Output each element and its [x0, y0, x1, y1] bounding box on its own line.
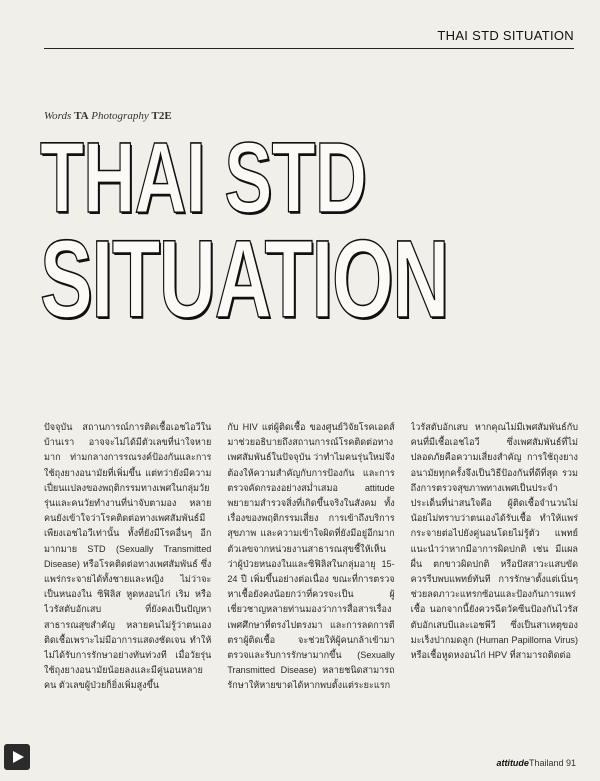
footer-brand: attitude	[496, 758, 529, 768]
headline-line-2: SITUATION	[40, 218, 448, 341]
body-column-3	[411, 420, 578, 738]
footer-region: Thailand	[528, 758, 564, 768]
article-credits	[44, 110, 172, 122]
photo-label: Photography	[91, 110, 149, 122]
article-body	[44, 420, 578, 738]
body-text-3: ไวรัสตับอักเสบ หากคุณไม่มีเพศสัมพันธ์กับคนที่มีเชื้อเอชไอวี ซึ่งเพศสัมพันธ์ที่ไม่ปลอดภัยคือความเสี่ยงสำคัญ การใช้ถุงยางอนามัยทุกครั้งจึงเป็นวิธีป้องกันที่ดีที่สุด รวมถึงการตรวจสุขภาพทางเพศเป็นประจำ ประเด็นที่น่าสนใจคือ ผู้ติดเชื้อจำนวนไม่น้อยไม่ทราบว่าตนเองได้รับเชื้อ ทำให้แพร่กระจายต่อไปยังคู่นอนโดยไม่รู้ตัว แพทย์แนะนำว่าหากมีอาการผิดปกติ เช่น มีแผล ผื่น ตกขาวผิดปกติ หรือปัสสาวะแสบขัด ควรรีบพบแพทย์ทันที การรักษาตั้งแต่เนิ่นๆ ช่วยลดภาวะแทรกซ้อนและป้องกันการแพร่เชื้อ นอกจากนี้ยังควรฉีดวัคซีนป้องกันไวรัสตับอักเสบบีและเอชพีวี ซึ่งเป็นสาเหตุของมะเร็งปากมดลูก (Human Papilloma Virus) หรือเชื้อหูดหงอนไก่ HPV ที่สามารถติดต่อ	[410, 422, 578, 661]
play-button[interactable]	[4, 744, 30, 770]
page-footer	[496, 758, 576, 768]
words-label: Words	[44, 110, 72, 122]
photographer-name: T2E	[151, 110, 172, 122]
headline-line-1: THAI STD	[40, 122, 367, 234]
article-headline	[40, 122, 448, 341]
body-text-1: ปัจจุบัน สถานการณ์การติดเชื้อเอชไอวีในบ้านเรา อาจจะไม่ได้มีตัวเลขที่น่าใจหายมาก ท่ามกลางการรณรงค์ป้องกันและการใช้ถุงยางอนามัยที่เพิ่มขึ้น แต่ทว่ายังมีความเปี่ยนแปลงของพฤติกรรมทางเพศในกลุ่มวัยรุ่นและคนวัยทำงานที่น่าจับตามอง หลายคนยังเข้าใจว่าโรคติดต่อทางเพศสัมพันธ์มีเพียงเอชไอวีเท่านั้น ทั้งที่ยังมีโรคอื่นๆ อีกมากมาย STD (Sexually Transmitted Disease) หรือโรคติดต่อทางเพศสัมพันธ์ ซึ่งแพร่กระจายได้ทั้งชายและหญิง ไม่ว่าจะเป็นหนองใน ซิฟิลิส หูดหงอนไก่ เริม หรือไวรัสตับอักเสบ ที่ยังคงเป็นปัญหาสาธารณสุขสำคัญ หลายคนไม่รู้ว่าตนเองติดเชื้อเพราะไม่มีอาการแสดงชัดเจน ทำให้ไม่ได้รับการรักษาอย่างทันท่วงที เมื่อวัยรุ่นใช้ถุงยางอนามัยน้อยลงและมีคู่นอนหลายคน ตัวเลขผู้ป่วยก็ยิ่งเพิ่มสูงขึ้น	[44, 422, 212, 691]
play-icon	[11, 750, 25, 764]
section-tag: THAI STD SITUATION	[437, 28, 574, 43]
page-number: 91	[565, 758, 576, 768]
writer-name: TA	[74, 110, 89, 122]
body-text-2: กับ HIV แต่ผู้ติดเชื้อ ของศูนย์วิจัยโรคเอดส์ มาช่วยอธิบายถึงสถานการณ์โรคติดต่อทางเพศสัมพันธ์ในปัจจุบัน ว่าทำไมคนรุ่นใหม่จึงต้องให้ความสำคัญกับการป้องกัน และการตรวจคัดกรองอย่างสม่ำเสมอ attitude พยายามสำรวจสิ่งที่เกิดขึ้นจริงในสังคม ทั้งเรื่องของพฤติกรรมเสี่ยง การเข้าถึงบริการสุขภาพ และความเข้าใจผิดที่ยังมีอยู่อีกมาก ตัวเลขจากหน่วยงานสาธารณสุขชี้ให้เห็นว่าผู้ป่วยหนองในและซิฟิลิสในกลุ่มอายุ 15-24 ปี เพิ่มขึ้นอย่างต่อเนื่อง ขณะที่การตรวจหาเชื้อยังคงน้อยกว่าที่ควรจะเป็น ผู้เชี่ยวชาญหลายท่านมองว่าการสื่อสารเรื่องเพศศึกษาที่ตรงไปตรงมา และการลดการตีตราผู้ติดเชื้อ จะช่วยให้ผู้คนกล้าเข้ามาตรวจและรับการรักษามากขึ้น (Sexually Transmitted Disease) หลายชนิดสามารถรักษาให้หายขาดได้หากพบตั้งแต่ระยะแรก	[227, 422, 395, 691]
header-rule	[44, 48, 574, 49]
body-column-2	[227, 420, 394, 738]
body-column-1	[44, 420, 211, 738]
